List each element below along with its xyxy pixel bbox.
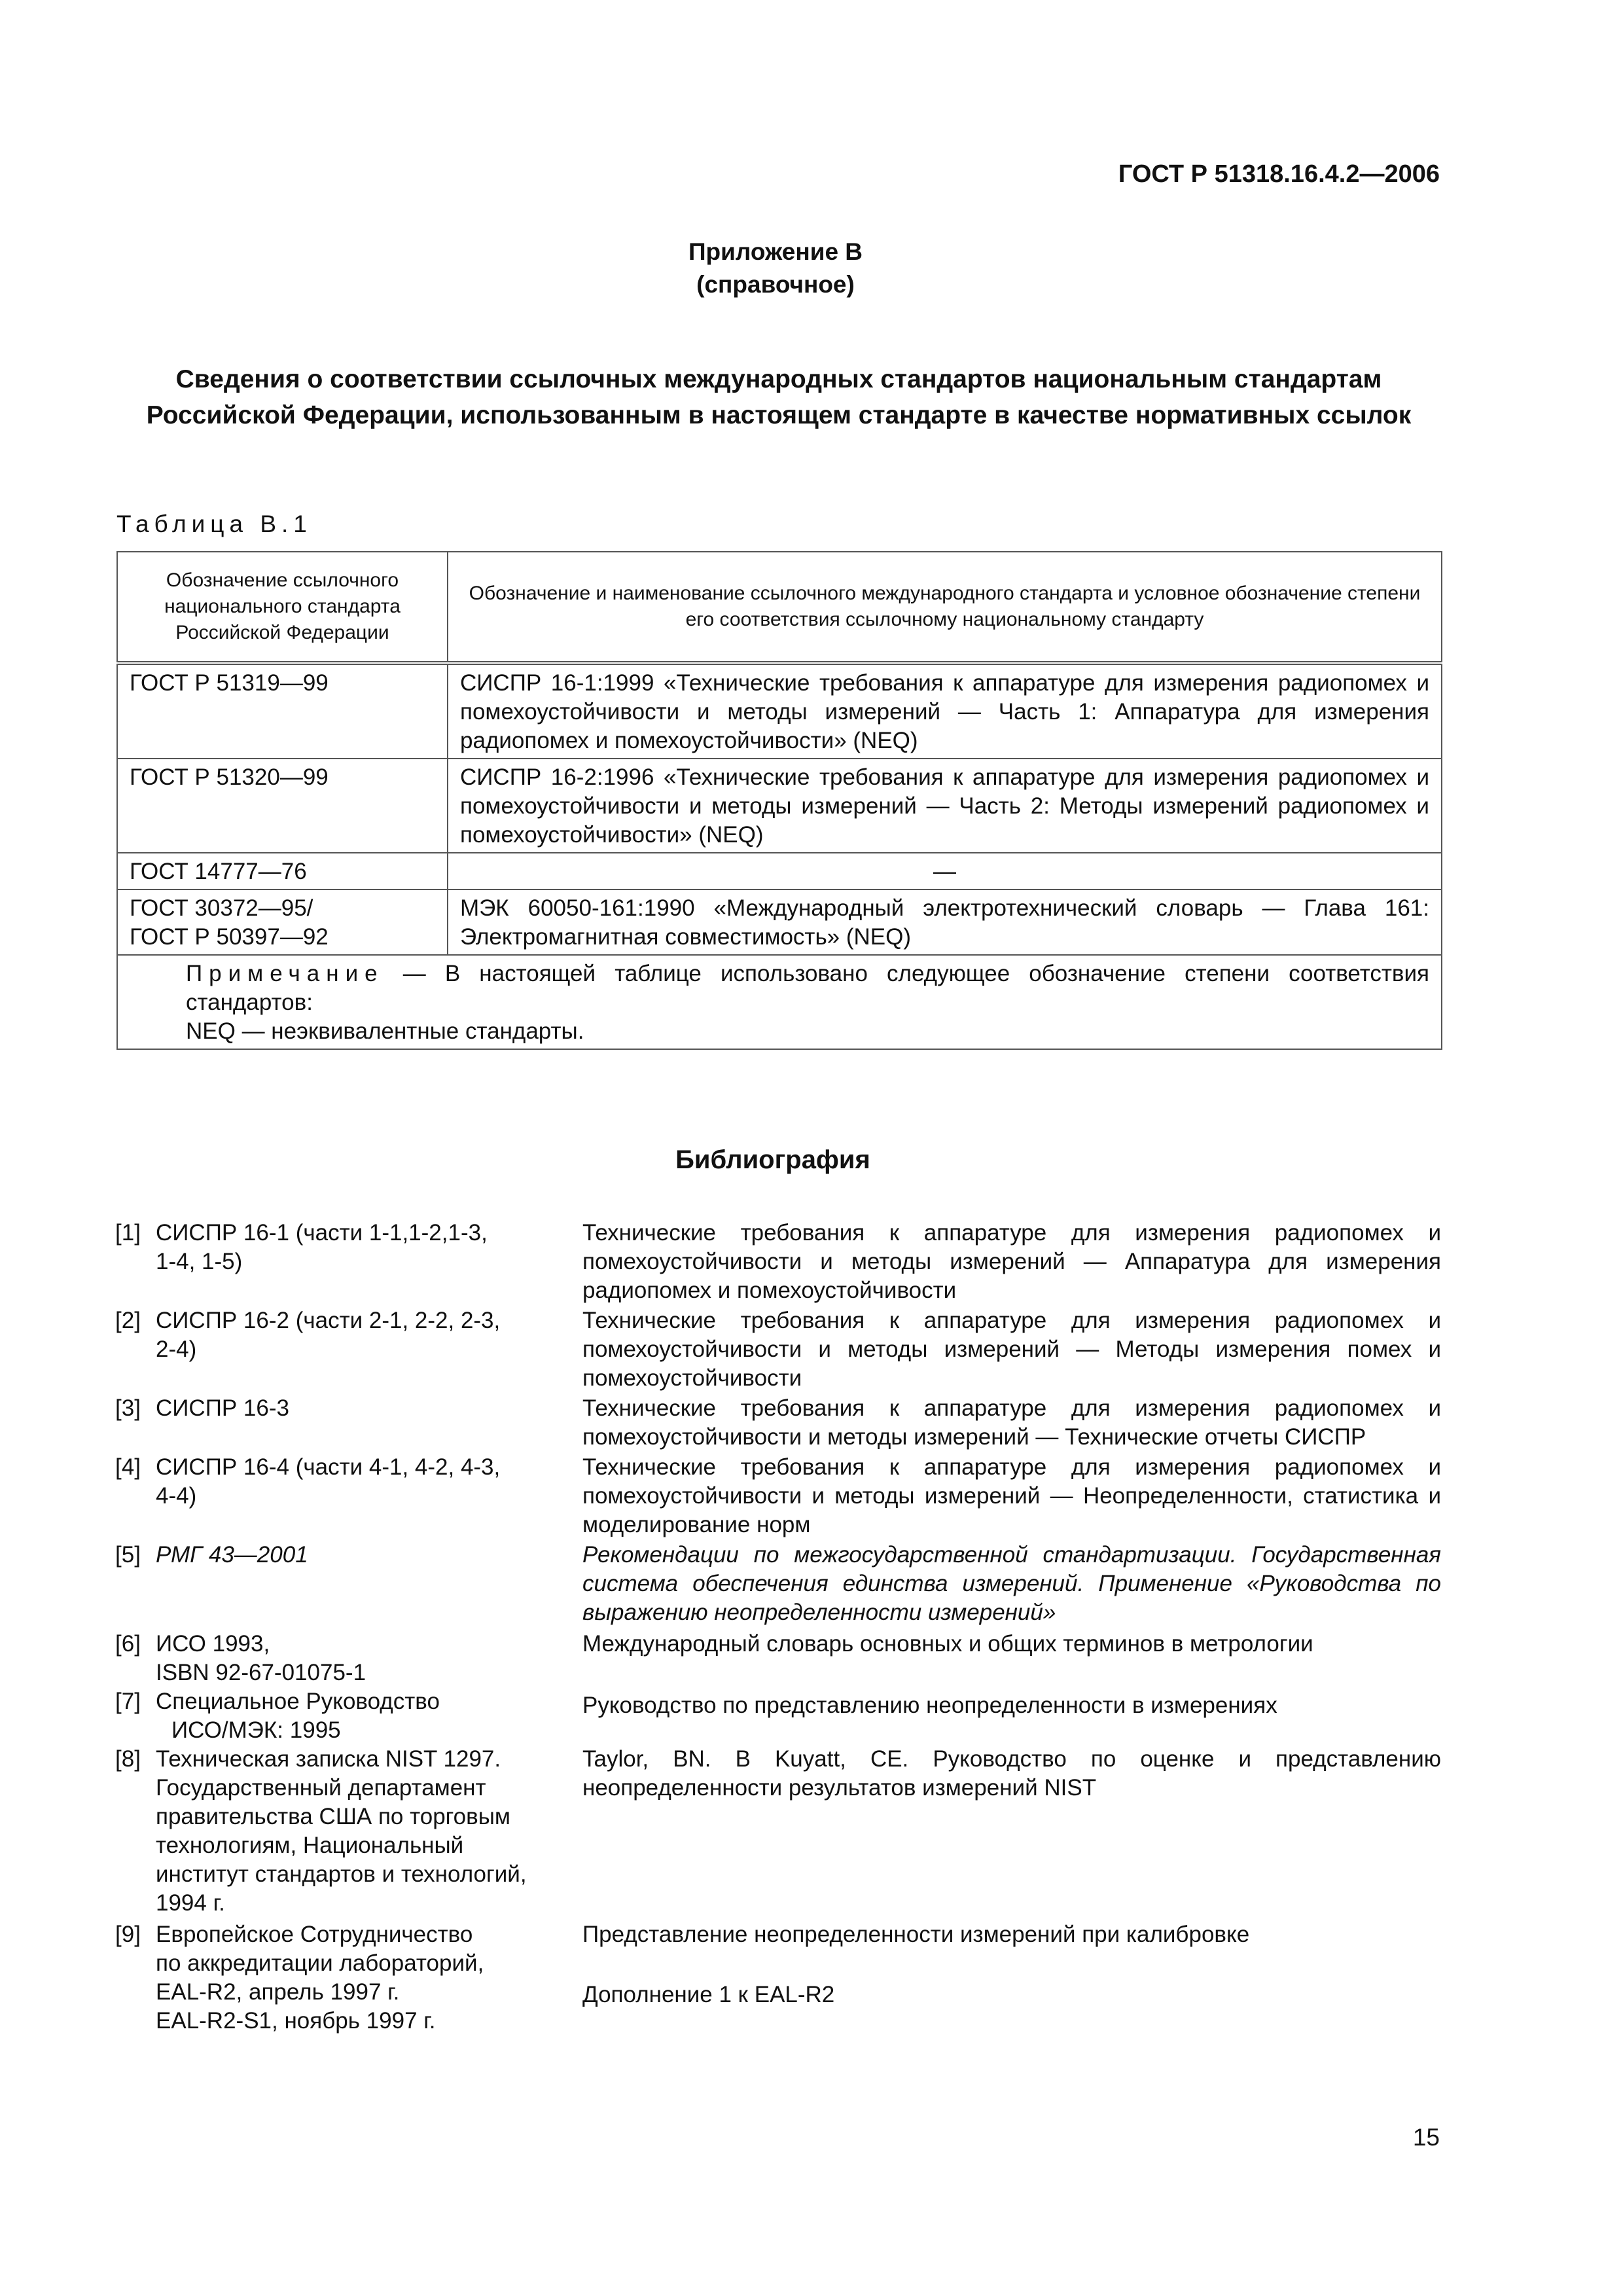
page-number: 15	[1412, 2124, 1440, 2151]
bibliography-title: Библиография	[675, 1145, 870, 1174]
appendix-kind: (справочное)	[696, 271, 855, 298]
bib-item-source	[115, 1630, 573, 1687]
appendix-heading	[0, 236, 1551, 301]
bib-source-line: Техническая записка NIST 1297.	[156, 1746, 501, 1772]
bib-source-line: СИСПР 16-2 (части 2-1, 2-2, 2-3,	[156, 1308, 501, 1333]
bib-item-source	[115, 1219, 573, 1276]
note-line-2: NEQ — неэквивалентные стандарты.	[186, 1018, 584, 1044]
bib-number: [8]	[115, 1746, 141, 1772]
bib-source-line: ИСО 1993,	[156, 1631, 270, 1657]
bib-source-line: 2-4)	[156, 1336, 197, 1362]
table-row	[117, 759, 1442, 853]
bib-number: [7]	[115, 1689, 141, 1714]
bib-item-description: Рекомендации по межгосударственной стандартизации. Государственная система обеспечения единства измерений. Применение «Руководства по выражению неопределенности измерений»	[582, 1542, 1441, 1625]
bib-source-line: EAL-R2, апрель 1997 г.	[156, 1979, 400, 2005]
international-standard: —	[448, 853, 1442, 889]
bib-item-description: Представление неопределенности измерений при калибровке	[582, 1922, 1250, 1947]
bib-source-line: СИСПР 16-4 (части 4-1, 4-2, 4-3,	[156, 1454, 501, 1480]
bib-source-line: правительства США по торговым	[156, 1804, 510, 1829]
bib-item-description: Технические требования к аппаратуре для измерения радиопомех и помехоустойчивости и методы измерений — Аппаратура для измерения радиопомех и помехоустойчивости	[582, 1220, 1441, 1303]
bib-source-line: ИСО/МЭК: 1995	[171, 1717, 341, 1743]
bib-item-description: Технические требования к аппаратуре для измерения радиопомех и помехоустойчивости и методы измерений — Технические отчеты СИСПР	[582, 1395, 1441, 1450]
bib-number: [1]	[115, 1220, 141, 1246]
bib-item-description-supplement: Дополнение 1 к EAL-R2	[582, 1982, 835, 2007]
national-standard: ГОСТ 14777—76	[117, 853, 448, 889]
section-title: Сведения о соответствии ссылочных международных стандартов национальным стандартам Российской Федерации, использованным в настоящем стандарте в качестве нормативных ссылок	[146, 365, 1412, 429]
document-number: ГОСТ Р 51318.16.4.2—2006	[1118, 160, 1440, 188]
bib-item-source	[115, 1453, 573, 1511]
table-header-international: Обозначение и наименование ссылочного международного стандарта и условное обозначение степени его соответствия ссылочному национальному стандарту	[448, 552, 1442, 663]
bib-source-line: СИСПР 16-1 (части 1-1,1-2,1-3,	[156, 1220, 488, 1246]
table-note	[117, 955, 1442, 1049]
bib-source-line: Специальное Руководство	[156, 1689, 440, 1714]
national-standard: ГОСТ Р 51319—99	[117, 663, 448, 759]
bib-source-line: институт стандартов и технологий,	[156, 1861, 527, 1887]
bib-source-line: РМГ 43—2001	[156, 1542, 308, 1568]
appendix-name: Приложение В	[688, 238, 863, 265]
correspondence-table	[116, 551, 1442, 1050]
note-label: Примечание	[186, 961, 384, 986]
bib-source-line: Государственный департамент	[156, 1775, 486, 1801]
bib-item-description: Руководство по представлению неопределенности в измерениях	[582, 1693, 1277, 1718]
bib-item-source	[115, 1920, 573, 2036]
bib-item-description: Технические требования к аппаратуре для измерения радиопомех и помехоустойчивости и методы измерений — Неопределенности, статистика и моделирование норм	[582, 1454, 1441, 1537]
bib-source-line: по аккредитации лабораторий,	[156, 1950, 484, 1976]
bib-number: [3]	[115, 1395, 141, 1421]
national-standard-line: ГОСТ Р 50397—92	[130, 924, 329, 950]
bib-number: [5]	[115, 1542, 141, 1568]
national-standard-line: ГОСТ 30372—95/	[130, 895, 313, 921]
national-standard	[117, 889, 448, 955]
table-caption: Таблица В.1	[116, 511, 312, 537]
bib-number: [6]	[115, 1631, 141, 1657]
table-row	[117, 663, 1442, 759]
note-line	[130, 960, 1429, 1017]
bib-number: [2]	[115, 1308, 141, 1333]
bib-source-line: ISBN 92-67-01075-1	[156, 1660, 366, 1685]
bib-item-source	[115, 1745, 573, 1918]
international-standard: СИСПР 16-2:1996 «Технические требования к аппаратуре для измерения радиопомех и помехоустойчивости и методы измерений — Часть 2: Методы измерений радиопомех и помехоустойчивости» (NEQ)	[448, 759, 1442, 853]
table-row	[117, 853, 1442, 889]
bib-number: [9]	[115, 1922, 141, 1947]
bib-item-source	[115, 1394, 573, 1423]
bib-source-line: Европейское Сотрудничество	[156, 1922, 473, 1947]
bib-source-line: EAL-R2-S1, ноябрь 1997 г.	[156, 2008, 436, 2034]
bib-item-source	[115, 1541, 573, 1570]
bib-item-source	[115, 1306, 573, 1364]
bib-source-line: 1-4, 1-5)	[156, 1249, 243, 1274]
bib-number: [4]	[115, 1454, 141, 1480]
table-header-national: Обозначение ссылочного национального стандарта Российской Федерации	[117, 552, 448, 663]
bib-source-line: СИСПР 16-3	[156, 1395, 289, 1421]
table-row	[117, 889, 1442, 955]
national-standard: ГОСТ Р 51320—99	[117, 759, 448, 853]
bib-item-description: Taylor, BN. В Kuyatt, СЕ. Руководство по оценке и представлению неопределенности результатов измерений NIST	[582, 1746, 1441, 1801]
bib-source-line: 1994 г.	[156, 1890, 225, 1916]
bib-item-description: Международный словарь основных и общих терминов в метрологии	[582, 1631, 1313, 1657]
bib-source-line: 4-4)	[156, 1483, 197, 1509]
international-standard: МЭК 60050-161:1990 «Международный электротехнический словарь — Глава 161: Электромагнитная совместимость» (NEQ)	[448, 889, 1442, 955]
bib-item-description: Технические требования к аппаратуре для измерения радиопомех и помехоустойчивости и методы измерений — Методы измерения помех и помехоустойчивости	[582, 1308, 1441, 1391]
bib-item-source	[115, 1687, 573, 1745]
table-note-row	[117, 955, 1442, 1049]
international-standard: СИСПР 16-1:1999 «Технические требования к аппаратуре для измерения радиопомех и помехоустойчивости и методы измерений — Часть 1: Аппаратура для измерения радиопомех и помехоустойчивости» (NEQ)	[448, 663, 1442, 759]
note-text: — В настоящей таблице использовано следующее обозначение степени соответствия стандартов:	[186, 961, 1429, 1015]
bib-source-line: технологиям, Национальный	[156, 1833, 464, 1858]
